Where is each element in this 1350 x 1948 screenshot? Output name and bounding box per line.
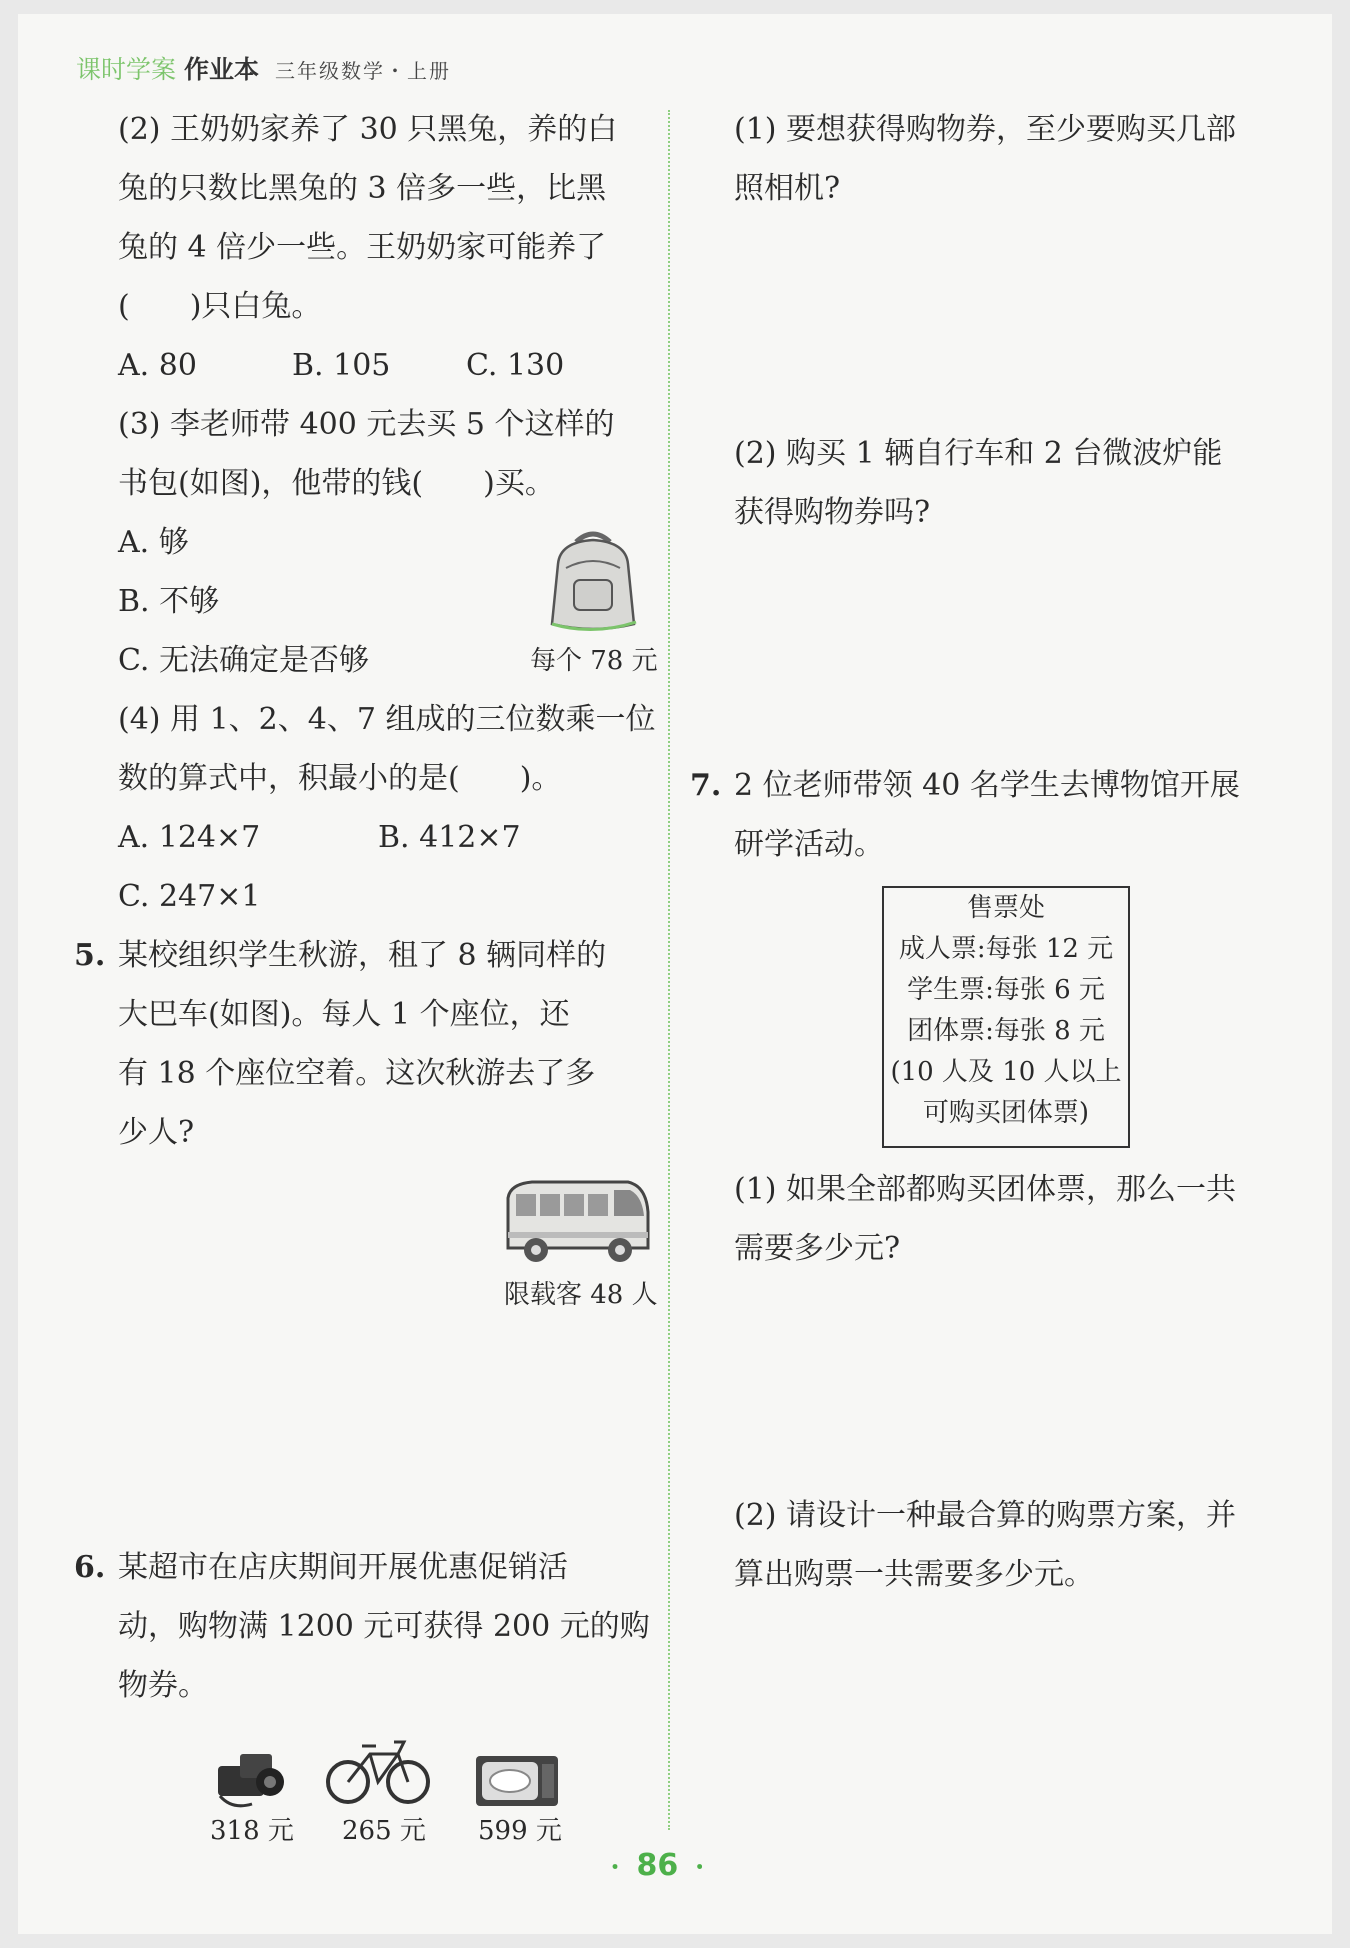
q5-line: 有 18 个座位空着。这次秋游去了多: [118, 1056, 596, 1091]
q6-line: 某超市在店庆期间开展优惠促销活: [118, 1550, 568, 1585]
q5-line: 大巴车(如图)。每人 1 个座位，还: [118, 997, 570, 1032]
q4-2-option-a: A. 80: [118, 348, 197, 383]
q5-line: 少人?: [118, 1115, 195, 1150]
ticket-adult: 成人票:每张 12 元: [898, 934, 1114, 964]
q4-2-line: 兔的 4 倍少一些。王奶奶家可能养了: [118, 230, 607, 265]
q7-1-line: (1) 如果全部都购买团体票，那么一共: [734, 1172, 1237, 1207]
q4-4-line: 数的算式中，积最小的是( )。: [118, 761, 562, 796]
q5-line: 某校组织学生秋游，租了 8 辆同样的: [118, 938, 607, 973]
q4-2-option-b: B. 105: [292, 348, 391, 383]
brand-subtitle: 作业本: [184, 55, 260, 84]
q4-3-line: 书包(如图)，他带的钱( )买。: [118, 466, 555, 501]
ticket-board-title: 售票处: [966, 893, 1045, 923]
q4-4-option-c: C. 247×1: [118, 879, 261, 914]
ticket-note: (10 人及 10 人以上: [890, 1057, 1122, 1087]
ticket-price-board: [882, 886, 1130, 1148]
q4-3-line: (3) 李老师带 400 元去买 5 个这样的: [118, 407, 615, 442]
camera-icon: [212, 1748, 288, 1812]
backpack-icon: [540, 524, 646, 636]
microwave-icon: [474, 1754, 560, 1808]
q4-4-option-b: B. 412×7: [378, 820, 521, 855]
q7-2-line: (2) 请设计一种最合算的购票方案，并: [734, 1498, 1237, 1533]
page-header: [76, 50, 451, 86]
column-divider: [668, 110, 670, 1830]
bicycle-price: 265 元: [342, 1816, 426, 1846]
q7-2-line: 算出购票一共需要多少元。: [734, 1557, 1094, 1592]
q4-3-option-c: C. 无法确定是否够: [118, 643, 369, 678]
question-number: 7.: [690, 768, 722, 803]
q4-2-line: (2) 王奶奶家养了 30 只黑兔，养的白: [118, 112, 618, 147]
q4-3-option-a: A. 够: [118, 525, 189, 560]
q6-1-line: 照相机?: [734, 171, 841, 206]
microwave-price: 599 元: [478, 1816, 562, 1846]
bicycle-icon: [324, 1732, 432, 1808]
grade-label: 三年级数学・上册: [275, 59, 452, 83]
q4-4-line: (4) 用 1、2、4、7 组成的三位数乘一位: [118, 702, 656, 737]
page-number: ・ 86 ・: [604, 1848, 711, 1883]
q4-2-option-c: C. 130: [466, 348, 565, 383]
ticket-group: 团体票:每张 8 元: [907, 1016, 1105, 1046]
ticket-student: 学生票:每张 6 元: [907, 975, 1105, 1005]
bus-capacity: 限载客 48 人: [504, 1280, 658, 1310]
page-number-text: 86: [636, 1848, 679, 1883]
q6-line: 动，购物满 1200 元可获得 200 元的购: [118, 1609, 650, 1644]
q6-2-line: 获得购物券吗?: [734, 495, 931, 530]
q7-1-line: 需要多少元?: [734, 1231, 901, 1266]
q7-line: 2 位老师带领 40 名学生去博物馆开展: [734, 768, 1240, 803]
q6-line: 物券。: [118, 1668, 208, 1703]
backpack-price: 每个 78 元: [530, 646, 658, 676]
question-number: 5.: [74, 938, 106, 973]
q4-2-line: 兔的只数比黑兔的 3 倍多一些，比黑: [118, 171, 607, 206]
q4-3-option-b: B. 不够: [118, 584, 220, 619]
brand-logo: 课时学案: [76, 55, 177, 84]
question-number: 6.: [74, 1550, 106, 1585]
camera-price: 318 元: [210, 1816, 294, 1846]
bus-icon: [502, 1176, 652, 1268]
q6-2-line: (2) 购买 1 辆自行车和 2 台微波炉能: [734, 436, 1223, 471]
q4-2-line: ( )只白兔。: [118, 289, 322, 324]
q7-line: 研学活动。: [734, 827, 884, 862]
ticket-note: 可购买团体票): [922, 1098, 1090, 1128]
q6-1-line: (1) 要想获得购物券，至少要购买几部: [734, 112, 1237, 147]
q4-4-option-a: A. 124×7: [118, 820, 261, 855]
